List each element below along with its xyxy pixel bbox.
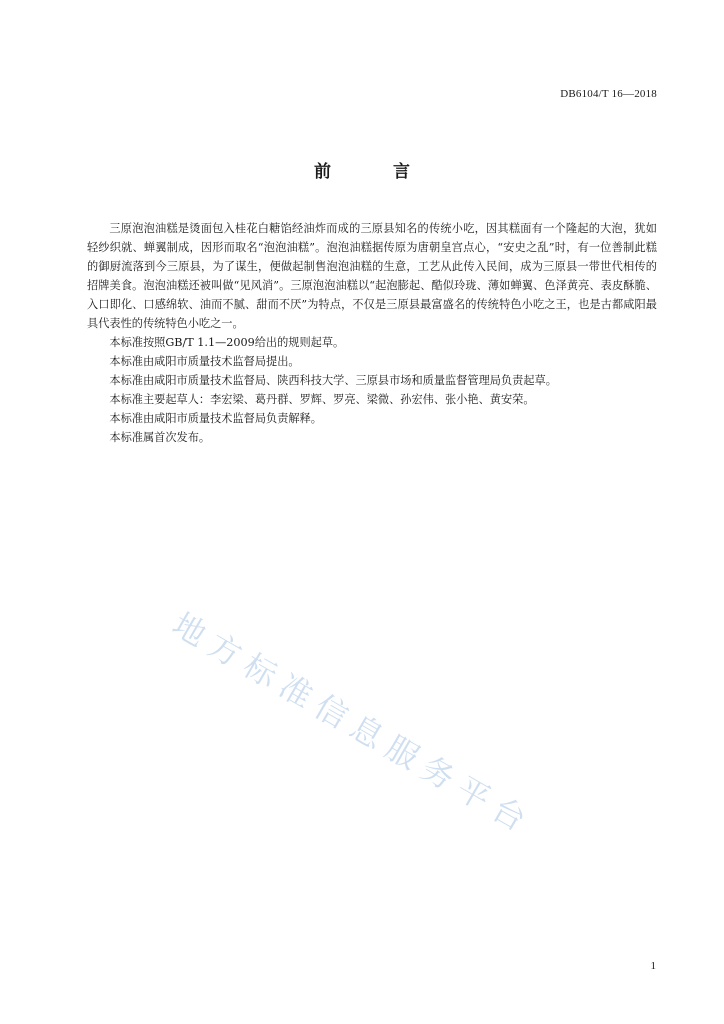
foreword-paragraph-drafting-units: 本标准由咸阳市质量技术监督局、陕西科技大学、三原县市场和质量监督管理局负责起草。 [109,374,557,387]
platform-watermark: 地方标准信息服务平台 [166,605,541,844]
foreword-paragraph-first-release: 本标准属首次发布。 [109,431,211,444]
foreword-paragraph-intro: 三原泡泡油糕是烫面包入桂花白糖馅经油炸而成的三原县知名的传统小吃，因其糕面有一个隆起的大泡，犹如轻纱织就、蝉翼制成，因形而取名“泡泡油糕”。泡泡油糕据传原为唐朝皇宫点心，“安史之乱”时，有一位善制此糕的御厨流落到今三原县，为了谋生，便做起制售泡泡油糕的生意，工艺从此传入民间，成为三原县一带世代相传的招牌美食。泡泡油糕还被叫做“见风消”。三原泡泡油糕以“起泡膨起、酷似玲珑、薄如蝉翼、色泽黄亮、表皮酥脆、入口即化、口感绵软、油而不腻、甜而不厌”为特点，不仅是三原县最富盛名的传统特色小吃之王，也是古都咸阳最具代表性的传统特色小吃之一。 [87,222,657,330]
foreword-paragraph-drafters: 本标准主要起草人：李宏梁、葛丹群、罗辉、罗亮、梁微、孙宏伟、张小艳、黄安荣。 [109,393,535,406]
foreword-paragraph-drafting-rules: 本标准按照GB/T 1.1—2009给出的规则起草。 [109,336,345,349]
foreword-paragraph-interpretation: 本标准由咸阳市质量技术监督局负责解释。 [109,412,322,425]
page-number: 1 [650,960,656,972]
foreword-paragraph-proposer: 本标准由咸阳市质量技术监督局提出。 [109,355,300,368]
page-title: 前 言 [314,162,438,182]
standard-code: DB6104/T 16—2018 [560,88,657,100]
foreword-body [87,219,657,447]
